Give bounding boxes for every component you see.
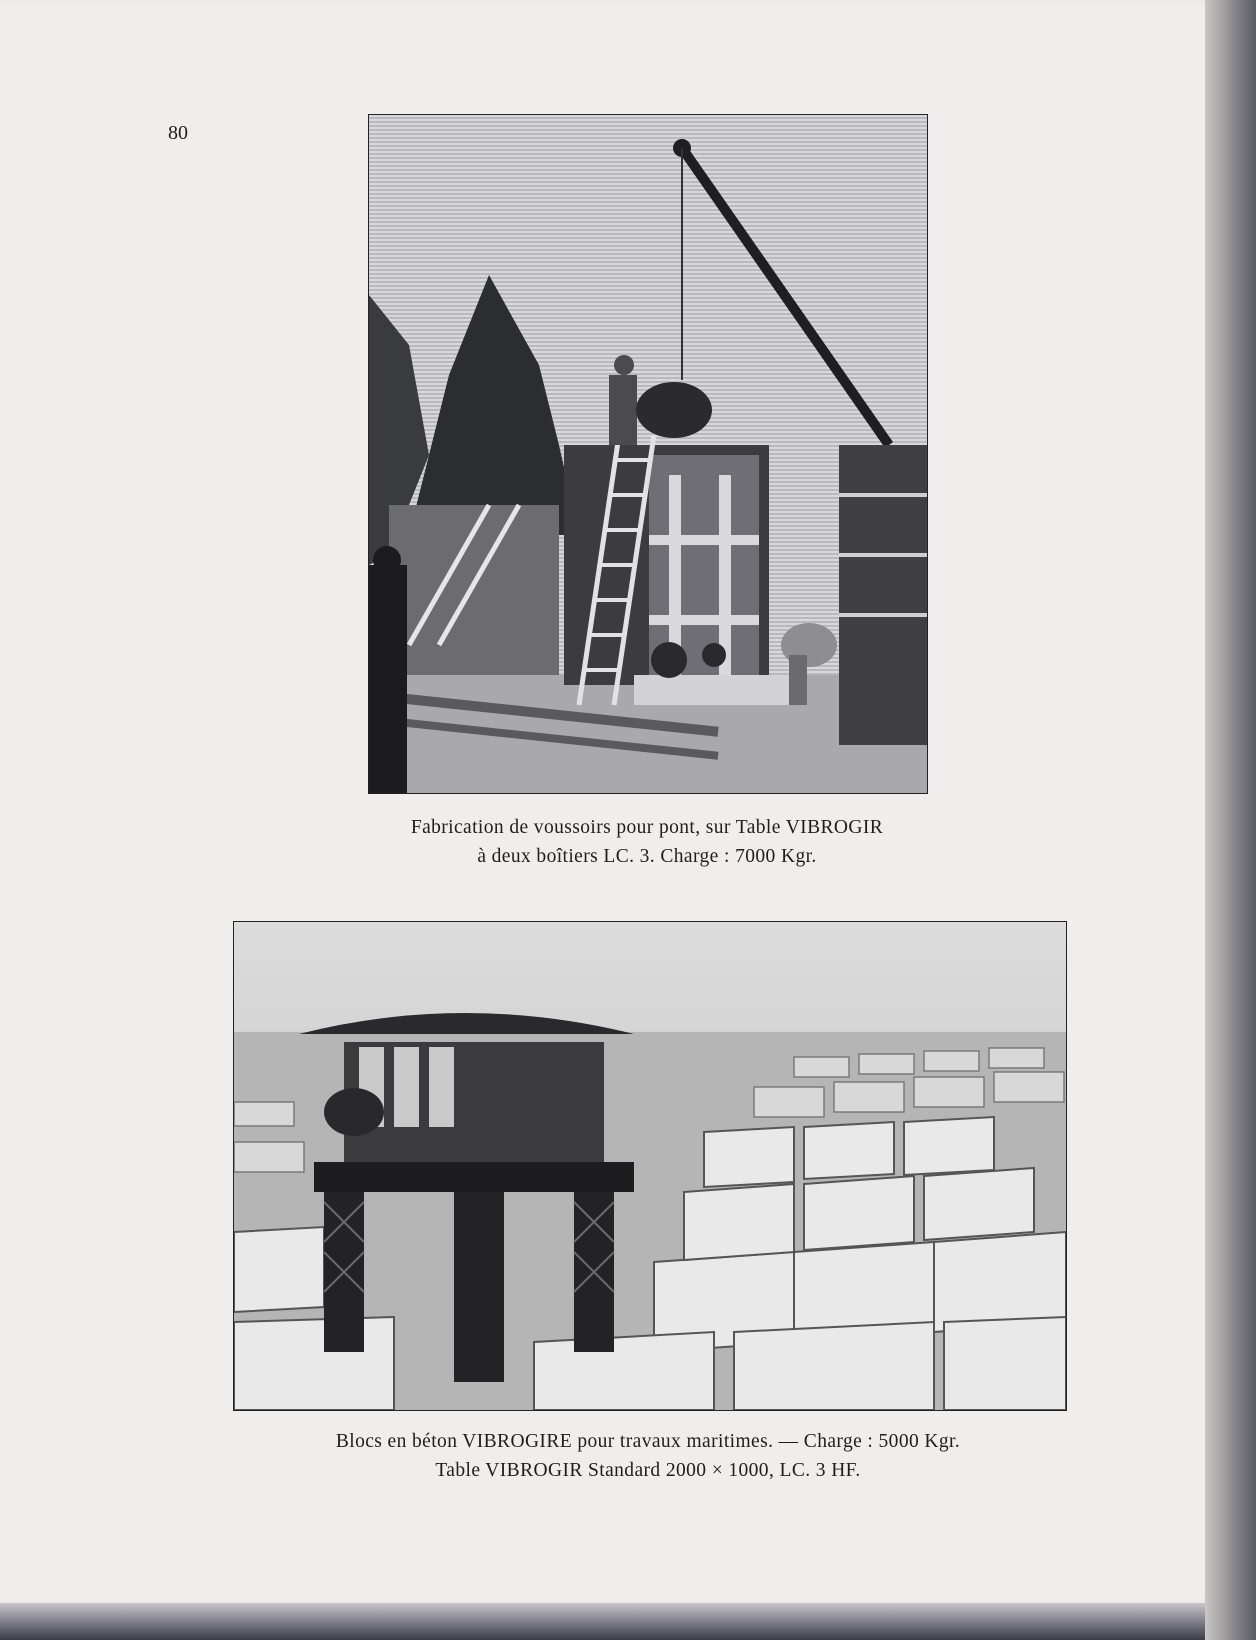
figure-1-caption [330, 813, 964, 871]
figure-2-caption [160, 1427, 1136, 1485]
figure-1-caption-line-2: à deux boîtiers LC. 3. Charge : 7000 Kgr. [477, 846, 817, 867]
page-edge-shadow [1205, 0, 1256, 1640]
page-number: 80 [168, 122, 188, 144]
figure-2-caption-line-2: Table VIBROGIR Standard 2000 × 1000, LC. 3 HF. [435, 1460, 861, 1481]
figure-2-caption-line-1: Blocs en béton VIBROGIRE pour travaux maritimes. — Charge : 5000 Kgr. [335, 1431, 961, 1452]
photo-bridge-segment-fabrication [368, 114, 928, 794]
figure-1-caption-line-1: Fabrication de voussoirs pour pont, sur Table VIBROGIR [410, 817, 884, 838]
photo-concrete-blocks-maritime [233, 921, 1067, 1411]
page-bottom-shadow [0, 1603, 1205, 1640]
